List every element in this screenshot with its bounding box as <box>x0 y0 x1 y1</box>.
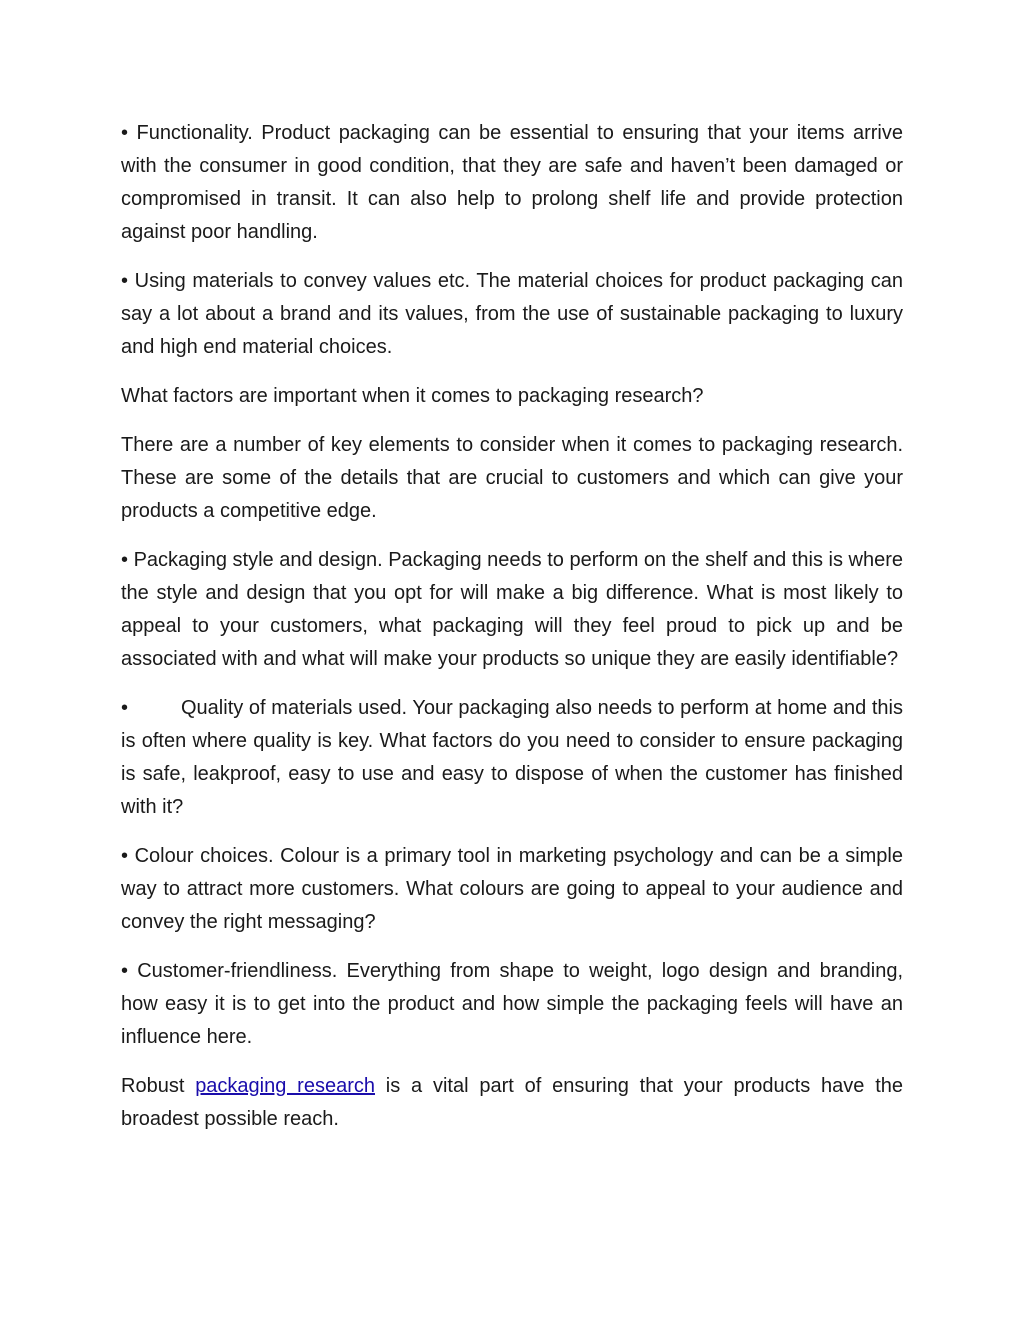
paragraph-customer-friendliness: • Customer-friendliness. Everything from shape to weight, logo design and branding, how easy it is to get into the product and how simple the packaging feels will have an influence here. <box>121 960 903 1048</box>
paragraph-materials-values: • Using materials to convey values etc. The material choices for product packaging can say a lot about a brand and its values, from the use of sustainable packaging to luxury and high end material choices. <box>121 270 903 358</box>
paragraph-quality-text: Quality of materials used. Your packaging also needs to perform at home and this is often where quality is key. What factors do you need to consider to ensure packaging is safe, leakproof, easy to use and easy to dispose of when the customer has finished with it? <box>121 697 903 818</box>
paragraph-functionality: • Functionality. Product packaging can be essential to ensuring that your items arrive with the consumer in good condition, that they are safe and haven’t been damaged or compromised in transit. It can also help to prolong shelf life and provide protection against poor handling. <box>121 122 903 243</box>
paragraph-closing <box>121 1070 903 1136</box>
packaging-research-link[interactable]: packaging research <box>195 1075 375 1097</box>
document-body <box>121 117 903 1152</box>
closing-text-start: Robust <box>121 1075 196 1097</box>
closing-text-end: is a vital part of ensuring that your products have the broadest possible reach. <box>121 1075 904 1130</box>
paragraph-question-heading: What factors are important when it comes to packaging research? <box>121 385 704 407</box>
bullet-marker: • <box>121 697 129 719</box>
paragraph-style-design: • Packaging style and design. Packaging needs to perform on the shelf and this is where the style and design that you opt for will make a big difference. What is most likely to appeal to your customers, what packaging will they feel proud to pick up and be associated with and what will make your products so unique they are easily identifiable? <box>121 549 903 670</box>
paragraph-key-elements: There are a number of key elements to consider when it comes to packaging research. These are some of the details that are crucial to customers and which can give your products a competitive edge. <box>121 434 903 522</box>
paragraph-quality-materials <box>121 692 903 824</box>
paragraph-colour-choices: • Colour choices. Colour is a primary tool in marketing psychology and can be a simple way to attract more customers. What colours are going to appeal to your audience and convey the right messaging? <box>121 845 903 933</box>
